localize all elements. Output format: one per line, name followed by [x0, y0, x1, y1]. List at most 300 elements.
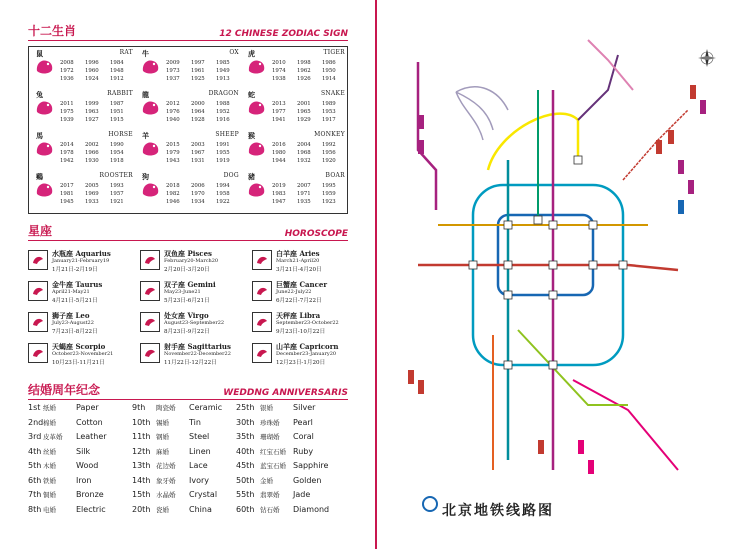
anniversary-name-en: Paper — [76, 403, 99, 412]
sign-range-en: April21-May21 — [52, 289, 90, 295]
zodiac-year: 1923 — [322, 199, 336, 205]
sign-name-en: Libra — [299, 311, 321, 320]
zodiac-animal-en: RABBIT — [107, 90, 133, 97]
horoscope-cell — [140, 341, 248, 371]
anniversary-name-cn: 花边婚 — [156, 462, 176, 470]
zodiac-animal-en: OX — [229, 49, 239, 56]
zodiac-animal-cn: 虎 — [248, 49, 255, 58]
anniversary-row — [132, 447, 211, 461]
sign-name-en: Gemini — [187, 280, 216, 289]
zodiac-cell — [31, 48, 137, 89]
zodiac-sign-icon — [28, 281, 48, 301]
zodiac-year: 1920 — [322, 158, 336, 164]
zodiac-year: 2010 — [272, 60, 286, 66]
zodiac-year: 1916 — [216, 117, 230, 123]
anniversary-name-en: Wood — [76, 461, 99, 470]
sign-name-cn: 处女座 — [164, 311, 185, 320]
anniversary-year: 12th — [132, 446, 151, 456]
anniversary-name-en: Bronze — [76, 490, 104, 499]
horoscope-cell — [140, 279, 248, 309]
sign-range-en: May23-June21 — [164, 289, 201, 295]
zodiac-cell — [243, 89, 349, 130]
zodiac-animal-en: ROOSTER — [99, 172, 133, 179]
sign-range-cn: 12月23日-1月20日 — [276, 360, 326, 366]
zodiac-table — [28, 46, 348, 214]
sign-range-en: March21-April20 — [276, 258, 320, 264]
zodiac-animal-en: SHEEP — [215, 131, 239, 138]
zodiac-year: 1984 — [110, 60, 124, 66]
zodiac-year: 1917 — [322, 117, 336, 123]
zodiac-year: 2014 — [60, 142, 74, 148]
anniversary-year: 11th — [132, 432, 151, 441]
zodiac-year: 2017 — [60, 183, 74, 189]
metro-map-title: 北京地铁线路图 — [442, 503, 554, 519]
zodiac-year: 1977 — [272, 109, 286, 115]
anniversary-year: 13th — [132, 461, 151, 470]
sign-name-en: Leo — [75, 311, 90, 320]
zodiac-sign-icon — [252, 250, 272, 270]
zodiac-cell — [137, 130, 243, 171]
zodiac-sign-icon — [140, 281, 160, 301]
zodiac-cell — [31, 171, 137, 212]
zodiac-sign-icon — [28, 312, 48, 332]
anniversary-row — [28, 403, 99, 417]
zodiac-year: 1995 — [322, 183, 336, 189]
sign-name-en: Pisces — [187, 249, 212, 258]
zodiac-year: 1956 — [322, 150, 336, 156]
anniversary-row — [236, 490, 310, 504]
anniversary-header — [28, 383, 348, 400]
sign-range-cn: 9月23日-10月22日 — [276, 329, 326, 335]
zodiac-year: 1938 — [272, 76, 286, 82]
zodiac-year: 1951 — [110, 109, 124, 115]
horoscope-table — [28, 248, 348, 372]
zodiac-year: 1924 — [85, 76, 99, 82]
zodiac-year: 1943 — [166, 158, 180, 164]
sign-name-cn: 金牛座 — [52, 280, 73, 289]
zodiac-year: 1941 — [272, 117, 286, 123]
zodiac-animal-cn: 狗 — [142, 172, 149, 181]
zodiac-animal-icon — [140, 96, 162, 118]
anniversary-name-en: Lace — [189, 461, 208, 470]
zodiac-year: 1978 — [60, 150, 74, 156]
anniversary-year: 55th — [236, 490, 255, 499]
zodiac-year: 1963 — [85, 109, 99, 115]
zodiac-animal-icon — [34, 178, 56, 200]
horoscope-cell — [28, 341, 136, 371]
horoscope-cell — [28, 310, 136, 340]
anniversary-name-en: Ruby — [293, 446, 314, 456]
zodiac-year: 1954 — [110, 150, 124, 156]
compass-icon — [698, 49, 716, 67]
zodiac-animal-en: DRAGON — [208, 90, 239, 97]
anniversary-year: 25th — [236, 403, 255, 412]
zodiac-animal-cn: 蛇 — [248, 90, 255, 99]
sign-name-cn: 天蝎座 — [52, 342, 73, 351]
horoscope-cell — [252, 279, 360, 309]
zodiac-year: 1937 — [166, 76, 180, 82]
anniversary-row — [28, 461, 98, 475]
zodiac-year: 1949 — [216, 68, 230, 74]
horoscope-cell — [140, 310, 248, 340]
line-13-track — [488, 114, 578, 170]
zodiac-year: 1947 — [272, 199, 286, 205]
zodiac-year: 1945 — [60, 199, 74, 205]
zodiac-year: 1989 — [322, 101, 336, 107]
sign-range-en: September23-October22 — [276, 320, 339, 326]
zodiac-year: 1944 — [272, 158, 286, 164]
anniversary-name-cn: 陶瓷婚 — [156, 404, 176, 412]
zodiac-year: 1992 — [322, 142, 336, 148]
sign-range-en: December23-January20 — [276, 351, 337, 357]
zodiac-year: 2012 — [166, 101, 180, 107]
zodiac-cell — [243, 130, 349, 171]
anniversary-row — [236, 476, 321, 490]
zodiac-year: 1996 — [85, 60, 99, 66]
anniversary-name-cn: 锡婚 — [156, 418, 169, 427]
anniversary-name-en: Ivory — [189, 475, 210, 485]
sign-range-en: July23-August22 — [52, 320, 94, 326]
zodiac-year: 2001 — [297, 101, 311, 107]
zodiac-animal-cn: 羊 — [142, 131, 149, 140]
zodiac-year: 1914 — [322, 76, 336, 82]
anniversary-row — [236, 461, 328, 475]
zodiac-animal-cn: 牛 — [142, 49, 149, 58]
anniversary-name-cn: 麻婚 — [156, 447, 169, 456]
zodiac-year: 1965 — [297, 109, 311, 115]
sign-range-cn: 3月21日-4月20日 — [276, 267, 322, 273]
anniversary-year: 9th — [132, 403, 146, 412]
zodiac-animal-en: TIGER — [323, 49, 345, 56]
zodiac-animal-icon — [246, 178, 268, 200]
anniversary-name-cn: 木婚 — [43, 462, 56, 470]
anniversary-name-en: Pearl — [293, 417, 313, 427]
zodiac-animal-cn: 龍 — [142, 90, 149, 99]
sign-name-en: Virgo — [187, 311, 209, 320]
anniversary-name-cn: 红宝石婚 — [260, 447, 286, 456]
sign-range-en: November22-December22 — [164, 351, 231, 357]
zodiac-year: 2003 — [191, 142, 205, 148]
zodiac-year: 1994 — [216, 183, 230, 189]
sign-range-cn: 6月22日-7月22日 — [276, 298, 322, 304]
anniversary-name-en: Tin — [189, 417, 201, 427]
anniversary-name-en: Ceramic — [189, 403, 223, 412]
sign-name-cn: 双子座 — [164, 280, 185, 289]
metro-map — [378, 0, 750, 549]
sign-range-cn: 1月21日-2月19日 — [52, 267, 98, 273]
sign-range-en: January21-February19 — [52, 258, 110, 264]
zodiac-cell — [137, 48, 243, 89]
zodiac-year: 1942 — [60, 158, 74, 164]
zodiac-cell — [137, 171, 243, 212]
anniversary-year: 10th — [132, 417, 151, 427]
zodiac-animal-en: RAT — [119, 49, 133, 56]
sign-name-cn: 狮子座 — [52, 311, 73, 320]
zodiac-cell — [31, 89, 137, 130]
zodiac-year: 1957 — [110, 191, 124, 197]
zodiac-year: 1980 — [272, 150, 286, 156]
sign-range-cn: 2月20日-3月20日 — [164, 267, 210, 273]
zodiac-year: 2011 — [60, 101, 74, 107]
anniversary-row — [236, 403, 315, 417]
zodiac-year: 1958 — [216, 191, 230, 197]
zodiac-year: 1969 — [85, 191, 99, 197]
anniversary-row — [28, 418, 103, 432]
anniversary-year: 40th — [236, 446, 255, 456]
zodiac-year: 1946 — [166, 199, 180, 205]
zodiac-year: 1981 — [60, 191, 74, 197]
anniversary-name-cn: 钻石婚 — [260, 505, 280, 514]
zodiac-year: 1991 — [216, 142, 230, 148]
anniversary-name-cn: 瓷婚 — [156, 505, 169, 514]
zodiac-year: 1971 — [297, 191, 311, 197]
zodiac-year: 2016 — [272, 142, 286, 148]
zodiac-year: 1964 — [191, 109, 205, 115]
zodiac-year: 1939 — [60, 117, 74, 123]
sign-range-cn: 4月21日-5月21日 — [52, 298, 98, 304]
zodiac-year: 1928 — [191, 117, 205, 123]
zodiac-year: 1915 — [110, 117, 124, 123]
sign-name-cn: 双鱼座 — [164, 249, 185, 258]
zodiac-sign-icon — [252, 281, 272, 301]
zodiac-year: 1985 — [216, 60, 230, 66]
horoscope-title-cn: 星座 — [28, 224, 53, 238]
zodiac-year: 2004 — [297, 142, 311, 148]
anniversary-row — [132, 490, 217, 504]
anniversary-name-cn: 电婚 — [43, 505, 56, 514]
zodiac-year: 1925 — [191, 76, 205, 82]
anniversary-name-en: Jade — [293, 490, 311, 499]
anniversary-row — [28, 432, 107, 446]
zodiac-years — [166, 59, 241, 83]
zodiac-cell — [137, 89, 243, 130]
horoscope-cell — [252, 248, 360, 278]
sign-range-cn: 8月23日-9月22日 — [164, 329, 210, 335]
anniversary-name-cn: 铁婚 — [43, 476, 56, 485]
zodiac-animal-cn: 馬 — [36, 131, 43, 140]
sign-range-cn: 11月22日-12月22日 — [164, 360, 217, 366]
sign-name-en: Sagittarius — [187, 342, 231, 351]
horoscope-header — [28, 224, 348, 241]
zodiac-animal-cn: 豬 — [248, 172, 255, 181]
anniversary-year: 6th — [28, 475, 42, 485]
zodiac-year: 1993 — [110, 183, 124, 189]
zodiac-year: 1973 — [166, 68, 180, 74]
zodiac-animal-en: SNAKE — [320, 90, 345, 97]
sign-range-cn: 10月23日-11月21日 — [52, 360, 105, 366]
zodiac-year: 1966 — [85, 150, 99, 156]
zodiac-year: 1967 — [191, 150, 205, 156]
zodiac-year: 2000 — [191, 101, 205, 107]
anniversary-row — [132, 418, 201, 432]
zodiac-sign-icon — [28, 250, 48, 270]
anniversary-name-en: Coral — [293, 432, 314, 441]
anniversary-row — [236, 505, 329, 519]
sign-name-cn: 巨蟹座 — [276, 280, 297, 289]
zodiac-year: 1934 — [191, 199, 205, 205]
zodiac-animal-en: HORSE — [108, 131, 133, 138]
zodiac-year: 1926 — [297, 76, 311, 82]
zodiac-year: 1936 — [60, 76, 74, 82]
zodiac-year: 1999 — [85, 101, 99, 107]
zodiac-animal-icon — [140, 178, 162, 200]
sign-name-cn: 水瓶座 — [52, 249, 73, 258]
sign-range-cn: 5月23日-6月21日 — [164, 298, 210, 304]
zodiac-year: 2013 — [272, 101, 286, 107]
sign-name-en: Cancer — [299, 280, 328, 289]
zodiac-year: 2005 — [85, 183, 99, 189]
zodiac-animal-icon — [34, 55, 56, 77]
line-5-track — [418, 62, 436, 210]
zodiac-sign-icon — [252, 343, 272, 363]
zodiac-sign-icon — [140, 312, 160, 332]
zodiac-year: 2018 — [166, 183, 180, 189]
anniversary-row — [132, 505, 212, 519]
zodiac-year: 1988 — [216, 101, 230, 107]
zodiac-years — [166, 141, 241, 165]
anniversary-name-cn: 珍珠婚 — [260, 418, 280, 427]
anniversary-name-en: Diamond — [293, 504, 330, 514]
anniversary-year: 35th — [236, 432, 255, 441]
anniversary-title-en: WEDDNG ANNIVERSARIS — [223, 388, 348, 398]
line-10-track — [473, 185, 623, 365]
horoscope-title-en: HOROSCOPE — [284, 229, 348, 239]
zodiac-year: 1990 — [110, 142, 124, 148]
anniversary-name-en: Iron — [76, 475, 92, 485]
zodiac-year: 1979 — [166, 150, 180, 156]
horoscope-cell — [252, 310, 360, 340]
zodiac-animal-cn: 鼠 — [36, 49, 43, 58]
zodiac-year: 1997 — [191, 60, 205, 66]
zodiac-animal-icon — [246, 55, 268, 77]
anniversary-name-en: Steel — [189, 432, 210, 441]
zodiac-year: 2006 — [191, 183, 205, 189]
zodiac-animal-icon — [140, 137, 162, 159]
sign-name-en: Aries — [299, 249, 320, 258]
airport-branch-track — [456, 87, 508, 140]
station-label-blocks — [408, 85, 706, 474]
zodiac-year: 1940 — [166, 117, 180, 123]
zodiac-cell — [243, 171, 349, 212]
anniversary-name-en: Cotton — [76, 417, 103, 427]
zodiac-year: 1921 — [110, 199, 124, 205]
zodiac-year: 1930 — [85, 158, 99, 164]
line-9-track — [518, 330, 628, 405]
anniversary-name-cn: 棉婚 — [43, 418, 56, 427]
sign-name-en: Aquarius — [75, 249, 111, 258]
anniversary-name-en: China — [189, 504, 212, 514]
sign-range-en: June22-July22 — [276, 289, 312, 295]
anniversary-row — [132, 461, 208, 475]
anniversary-year: 60th — [236, 504, 255, 514]
zodiac-sign-icon — [140, 250, 160, 270]
horoscope-cell — [28, 248, 136, 278]
zodiac-animal-cn: 鷄 — [36, 172, 43, 181]
zodiac-header — [28, 24, 348, 41]
anniversary-row — [28, 447, 90, 461]
zodiac-year: 1932 — [297, 158, 311, 164]
sign-name-cn: 山羊座 — [276, 342, 297, 351]
anniversary-name-en: Crystal — [189, 490, 218, 499]
anniversary-row — [132, 403, 222, 417]
anniversary-name-en: Leather — [76, 432, 107, 441]
zodiac-year: 1922 — [216, 199, 230, 205]
zodiac-title-cn: 十二生肖 — [28, 24, 77, 38]
horoscope-cell — [252, 341, 360, 371]
anniversary-year: 14th — [132, 475, 151, 485]
zodiac-year: 1918 — [110, 158, 124, 164]
zodiac-year: 1960 — [85, 68, 99, 74]
zodiac-year: 2008 — [60, 60, 74, 66]
anniversary-year: 3rd — [28, 432, 42, 441]
anniversary-row — [132, 476, 209, 490]
zodiac-year: 1968 — [297, 150, 311, 156]
zodiac-sign-icon — [252, 312, 272, 332]
zodiac-year: 1975 — [60, 109, 74, 115]
zodiac-year: 1931 — [191, 158, 205, 164]
anniversary-name-en: Silk — [76, 446, 91, 456]
zodiac-year: 1950 — [322, 68, 336, 74]
zodiac-year: 1948 — [110, 68, 124, 74]
zodiac-years — [272, 59, 347, 83]
zodiac-year: 1972 — [60, 68, 74, 74]
anniversary-name-en: Sapphire — [293, 461, 329, 470]
sign-range-en: August23-September22 — [164, 320, 225, 326]
sign-name-cn: 白羊座 — [276, 249, 297, 258]
zodiac-sign-icon — [140, 343, 160, 363]
anniversary-row — [28, 490, 104, 504]
anniversary-row — [28, 476, 91, 490]
anniversary-year: 4th — [28, 446, 42, 456]
zodiac-years — [60, 141, 135, 165]
metro-logo-icon — [422, 496, 438, 512]
zodiac-year: 1955 — [216, 150, 230, 156]
anniversary-name-cn: 银婚 — [260, 404, 273, 412]
zodiac-animal-icon — [34, 96, 56, 118]
zodiac-animal-cn: 猴 — [248, 131, 255, 140]
anniversary-name-cn: 铜婚 — [43, 491, 56, 499]
anniversary-year: 2nd — [28, 417, 44, 427]
anniversary-year: 15th — [132, 490, 151, 499]
zodiac-animal-en: MONKEY — [314, 131, 345, 138]
zodiac-animal-en: DOG — [223, 172, 239, 179]
anniversary-name-en: Golden — [293, 475, 322, 485]
anniversary-name-cn: 翡翠婚 — [260, 491, 280, 499]
zodiac-years — [272, 100, 347, 124]
anniversary-row — [236, 447, 313, 461]
anniversary-name-cn: 皮革婚 — [43, 433, 63, 441]
batong-line-track — [628, 265, 678, 270]
yizhuang-line-track — [573, 380, 678, 470]
sign-name-cn: 射手座 — [164, 342, 185, 351]
anniversary-name-en: Electric — [76, 504, 106, 514]
anniversary-name-en: Linen — [189, 446, 211, 456]
zodiac-year: 1935 — [297, 199, 311, 205]
zodiac-year: 1929 — [297, 117, 311, 123]
zodiac-year: 1983 — [272, 191, 286, 197]
zodiac-years — [60, 59, 135, 83]
zodiac-cell — [243, 48, 349, 89]
zodiac-year: 1970 — [191, 191, 205, 197]
anniversary-row — [28, 505, 106, 519]
zodiac-year: 2009 — [166, 60, 180, 66]
anniversary-year: 20th — [132, 504, 151, 514]
zodiac-year: 1976 — [166, 109, 180, 115]
anniversary-row — [236, 418, 313, 432]
zodiac-year: 1913 — [216, 76, 230, 82]
zodiac-year: 2019 — [272, 183, 286, 189]
anniversary-row — [132, 432, 209, 446]
